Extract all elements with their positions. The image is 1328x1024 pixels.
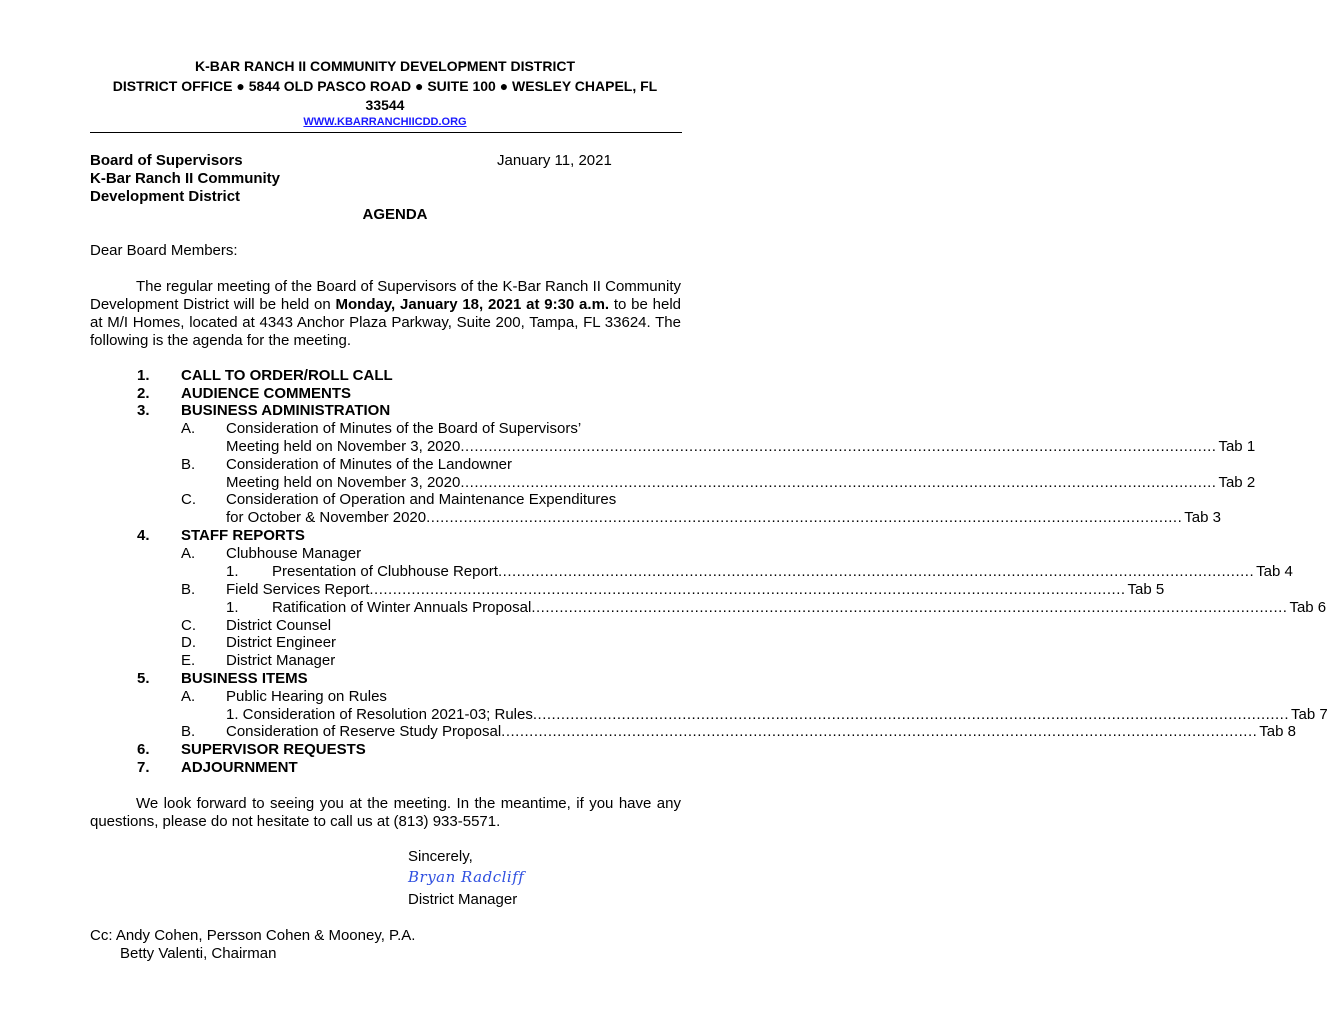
subitem-3b-text: Consideration of Minutes of the Landowner [226, 456, 513, 473]
subitem-4b-leader [226, 581, 1165, 598]
subitem-3c-leader [226, 509, 1221, 526]
district-address: DISTRICT OFFICE ● 5844 OLD PASCO ROAD ● SUITE 100 ● WESLEY CHAPEL, FL [112, 78, 658, 94]
subitem-5a1-text: 1. Consideration of Resolution 2021-03; Rules [226, 706, 533, 723]
item-number-4: 4. [137, 527, 150, 544]
subitem-district-manager: District Manager [226, 652, 336, 669]
subitem-letter-3c: C. [181, 491, 196, 508]
website-link[interactable]: WWW.KBARRANCHIICDD.ORG [303, 116, 467, 128]
intro-text-1: The regular meeting of the Board of Supervisors of the K-Bar Ranch II Community Development District will be held on [90, 278, 681, 313]
addressee-line-3: Development District [90, 188, 241, 205]
tab-1-ref: Tab 1 [1218, 438, 1256, 455]
intro-text-2: to be held at M/I Homes, located at 4343 Anchor Plaza Parkway, Suite 200, Tampa, FL 33624. The following is the agenda for the meeting. [90, 296, 681, 349]
tab-4-ref: Tab 4 [1256, 563, 1293, 580]
item-staff-reports: STAFF REPORTS [181, 527, 305, 544]
tab-8-ref: Tab 8 [1259, 723, 1296, 740]
letter-date: January 11, 2021 [497, 152, 612, 169]
item-number-2: 2. [137, 385, 150, 402]
leader-dots: .................................................................................................................................................................. [531, 599, 1288, 616]
addressee-line-2: K-Bar Ranch II Community [90, 170, 281, 187]
subitem-number-4a1: 1. [226, 563, 239, 580]
subitem-3a-text: Consideration of Minutes of the Board of Supervisors’ [226, 420, 582, 437]
subitem-field-services: Field Services Report [226, 581, 370, 598]
header-divider [90, 132, 682, 133]
leader-dots: .................................................................................................................................................................. [532, 706, 1289, 723]
tab-2-ref: Tab 2 [1218, 474, 1256, 491]
subitem-letter-4e: E. [181, 652, 196, 669]
subitem-district-engineer: District Engineer [226, 634, 337, 651]
salutation: Dear Board Members: [90, 242, 238, 259]
signature: Bryan Radcliff [408, 868, 525, 886]
item-business-items: BUSINESS ITEMS [181, 670, 308, 687]
leader-dots: .................................................................................................................................................................. [369, 581, 1126, 598]
subitem-3c-text: Consideration of Operation and Maintenance Expenditures [226, 491, 617, 508]
subitem-3a-text-2: Meeting held on November 3, 2020 [226, 438, 461, 455]
subitem-4b1-text: Ratification of Winter Annuals Proposal [272, 599, 532, 616]
district-zip: 33544 [365, 97, 405, 113]
subitem-letter-4a: A. [181, 545, 196, 562]
subitem-4a1-text: Presentation of Clubhouse Report [272, 563, 498, 580]
intro-paragraph [90, 278, 681, 350]
cc-line-2: Betty Valenti, Chairman [120, 945, 277, 962]
subitem-letter-3b: B. [181, 456, 196, 473]
tab-5-ref: Tab 5 [1127, 581, 1165, 598]
subitem-4a1-leader [272, 563, 1293, 580]
item-number-3: 3. [137, 402, 150, 419]
item-supervisor-requests: SUPERVISOR REQUESTS [181, 741, 366, 758]
leader-dots: .................................................................................................................................................................. [426, 509, 1183, 526]
subitem-3c-text-2: for October & November 2020 [226, 509, 427, 526]
subitem-letter-5b: B. [181, 723, 196, 740]
tab-6-ref: Tab 6 [1289, 599, 1327, 616]
cc-line-1: Cc: Andy Cohen, Persson Cohen & Mooney, P.A. [90, 927, 416, 944]
signoff: Sincerely, [408, 848, 473, 865]
leader-dots: .................................................................................................................................................................. [460, 474, 1217, 491]
item-audience-comments: AUDIENCE COMMENTS [181, 385, 352, 402]
leader-dots: .................................................................................................................................................................. [501, 723, 1258, 740]
tab-7-ref: Tab 7 [1291, 706, 1328, 723]
agenda-title: AGENDA [362, 206, 428, 223]
subitem-letter-4b: B. [181, 581, 196, 598]
addressee-line-1: Board of Supervisors [90, 152, 243, 169]
subitem-letter-4d: D. [181, 634, 196, 651]
subitem-3b-leader [226, 474, 1256, 491]
tab-3-ref: Tab 3 [1184, 509, 1221, 526]
subitem-5a1-leader [226, 706, 1328, 723]
subitem-reserve-study: Consideration of Reserve Study Proposal [226, 723, 502, 740]
subitem-letter-3a: A. [181, 420, 196, 437]
signer-title: District Manager [408, 891, 518, 908]
district-name: K-BAR RANCH II COMMUNITY DEVELOPMENT DISTRICT [194, 58, 576, 74]
subitem-district-counsel: District Counsel [226, 617, 332, 634]
subitem-number-4b1: 1. [226, 599, 239, 616]
subitem-clubhouse-manager: Clubhouse Manager [226, 545, 362, 562]
item-call-to-order: CALL TO ORDER/ROLL CALL [181, 367, 393, 384]
item-number-1: 1. [137, 367, 150, 384]
subitem-3b-text-2: Meeting held on November 3, 2020 [226, 474, 461, 491]
item-number-6: 6. [137, 741, 150, 758]
subitem-3a-leader [226, 438, 1256, 455]
leader-dots: .................................................................................................................................................................. [460, 438, 1217, 455]
meeting-datetime: Monday, January 18, 2021 at 9:30 a.m. [335, 296, 610, 313]
subitem-4b1-leader [272, 599, 1327, 616]
subitem-letter-4c: C. [181, 617, 196, 634]
item-business-administration: BUSINESS ADMINISTRATION [181, 402, 391, 419]
closing-paragraph: We look forward to seeing you at the meeting. In the meantime, if you have any questions, please do not hesitate to call us at (813) 933-5571. [90, 795, 681, 830]
item-number-7: 7. [137, 759, 150, 776]
item-adjournment: ADJOURNMENT [181, 759, 298, 776]
leader-dots: .................................................................................................................................................................. [497, 563, 1255, 580]
subitem-public-hearing: Public Hearing on Rules [226, 688, 387, 705]
item-number-5: 5. [137, 670, 150, 687]
subitem-5b-leader [226, 723, 1296, 740]
subitem-letter-5a: A. [181, 688, 196, 705]
